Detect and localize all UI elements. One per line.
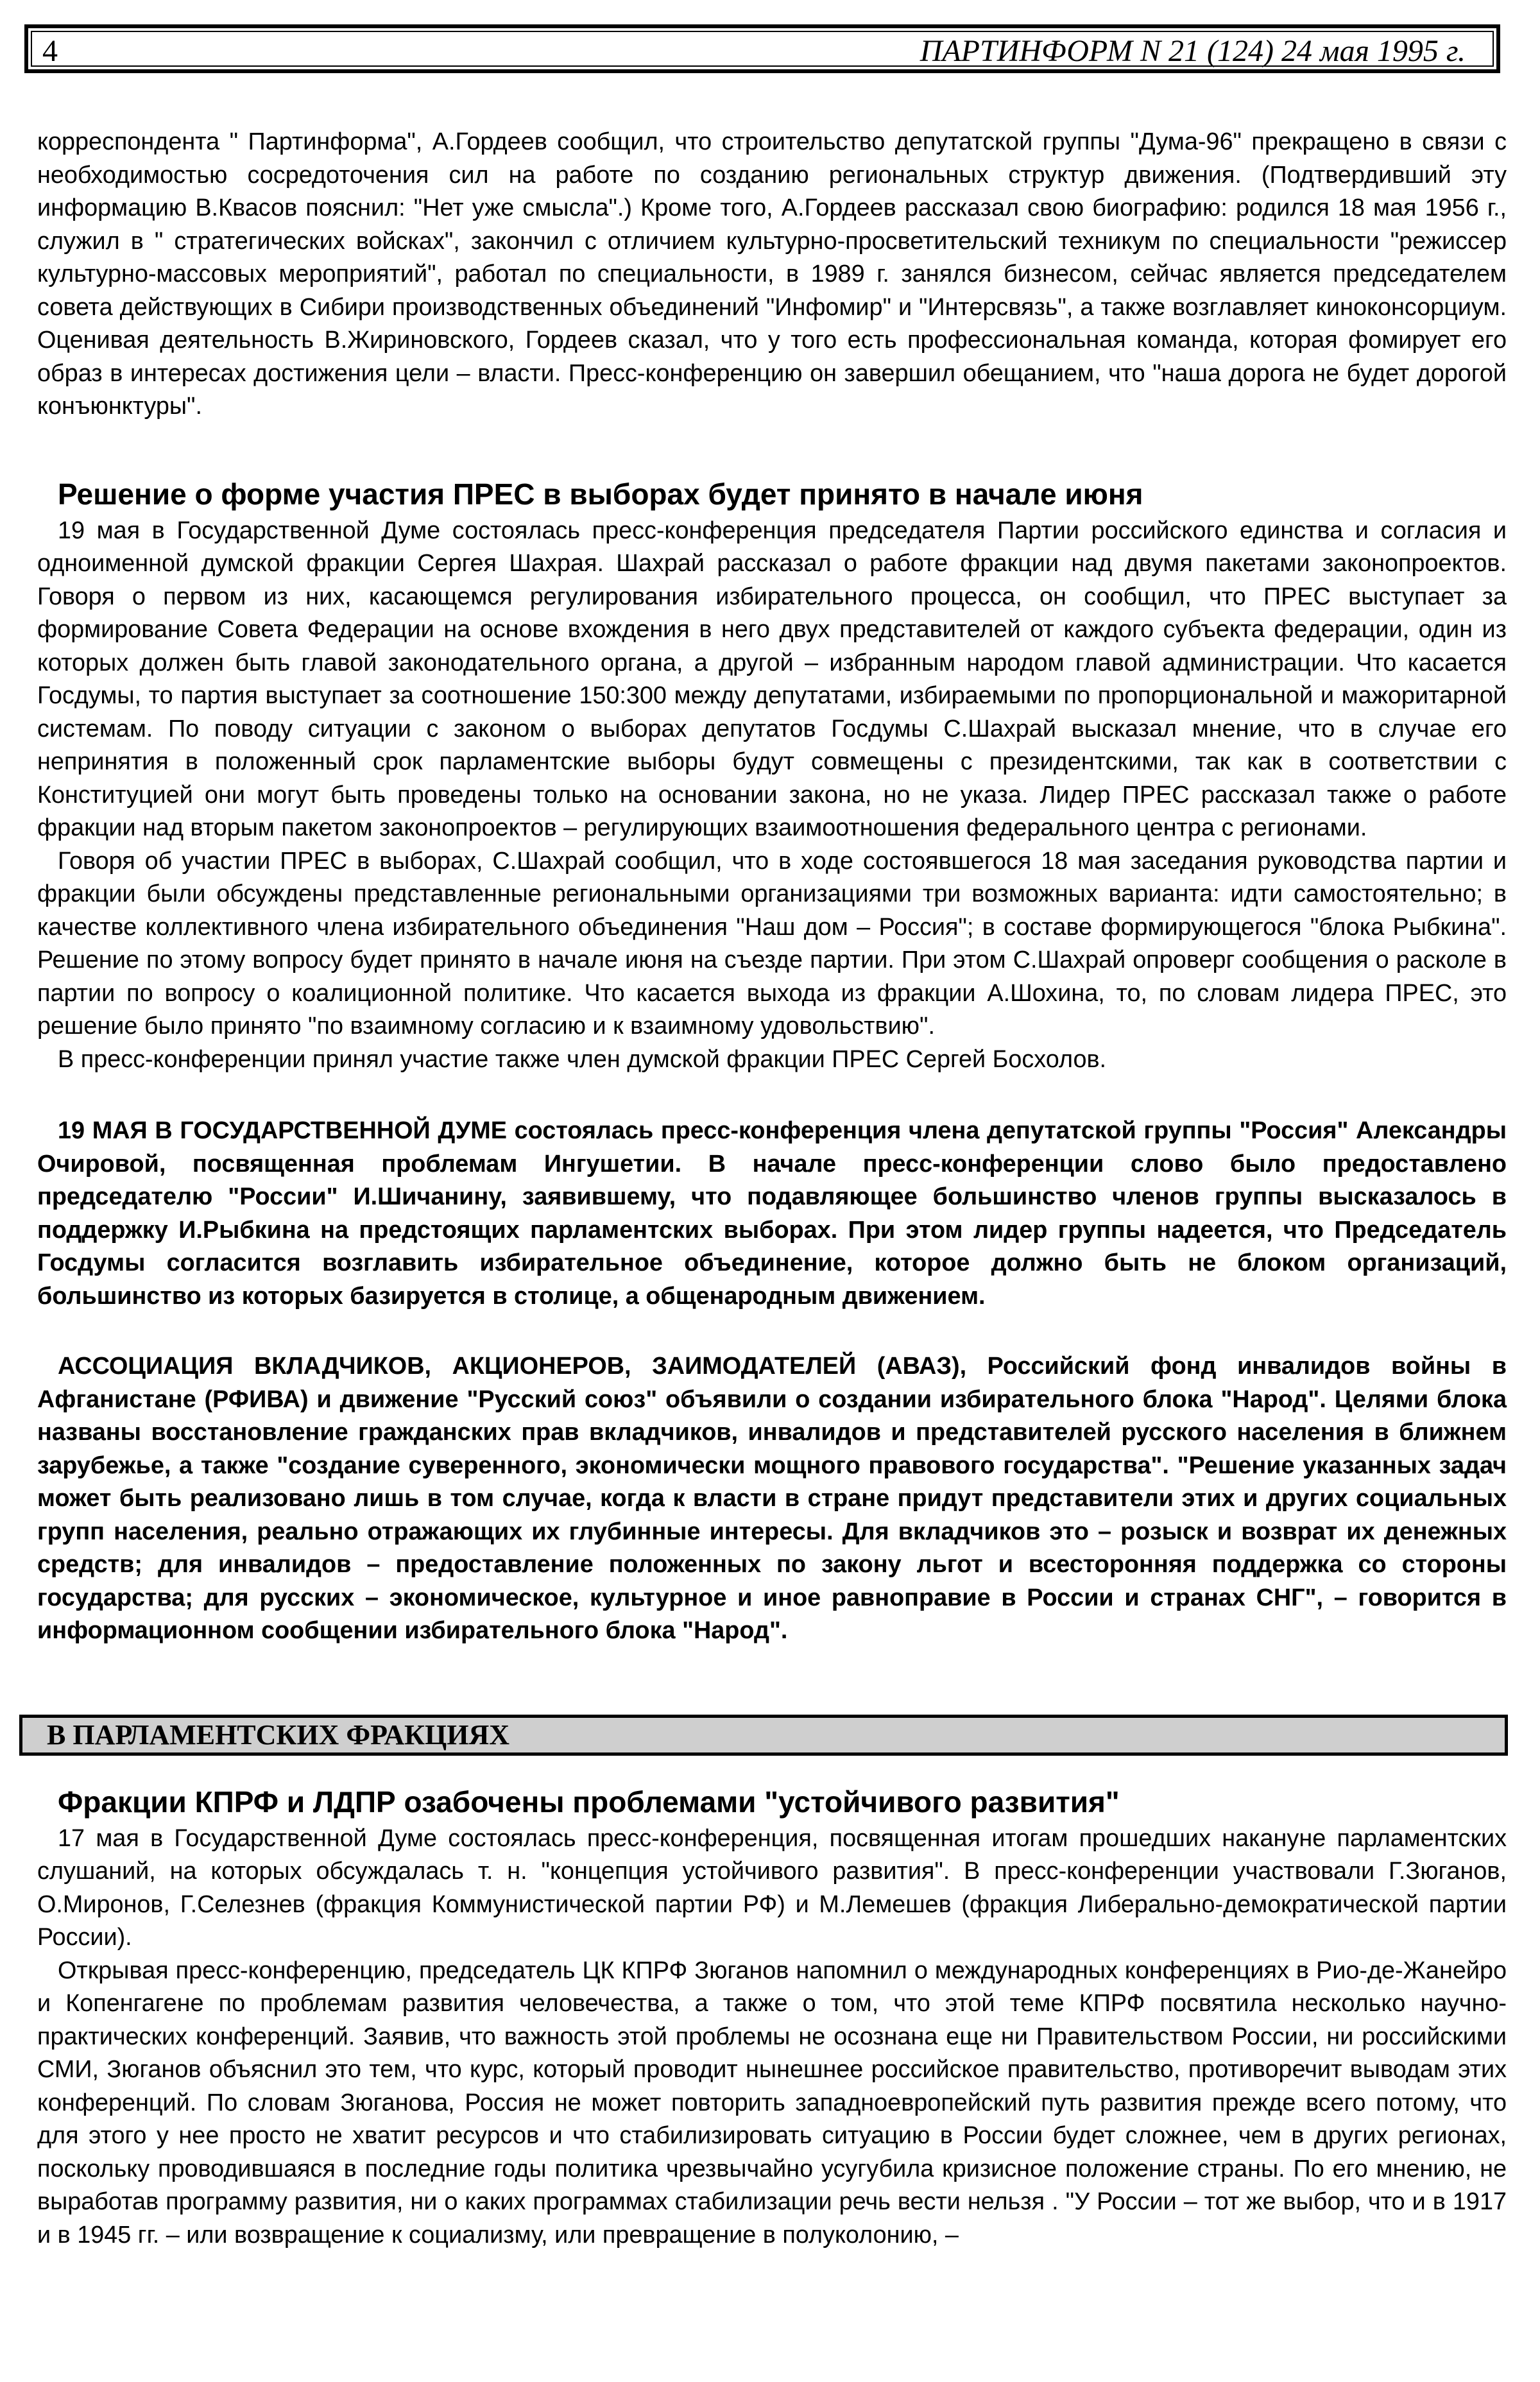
- brief-narod-bloc: АССОЦИАЦИЯ ВКЛАДЧИКОВ, АКЦИОНЕРОВ, ЗАИМОДАТЕЛЕЙ (АВАЗ), Российский фонд инвалидов войны в Афганистане (РФИВА) и движение "Русский союз" объявили о создании избирательного блока "Народ". Целями блока названы восстановление гражданских прав вкладчиков, инвалидов и представителей русского населения в ближнем зарубежье, а также "создание суверенного, экономически мощного правового государства". "Решение указанных задач может быть реализовано лишь в том случае, когда к власти в стране придут представители этих и других социальных групп населения, реально отражающих их глубинные интересы. Для вкладчиков это – розыск и возврат их денежных средств; для инвалидов – предоставление положенных по закону льгот и всесторонняя поддержка со стороны государства; для русских – экономическое, культурное и иное равноправие в России и странах СНГ", – говорится в информационном сообщении избирательного блока "Народ".: [37, 1353, 1507, 1644]
- page-content: [37, 126, 1507, 2252]
- section-header-bar: [19, 1715, 1508, 1756]
- page-number: 4: [42, 34, 58, 68]
- article-pres-paragraph-2: Говоря об участии ПРЕС в выборах, С.Шахрай сообщил, что в ходе состоявшегося 18 мая заседания руководства партии и фракции были обсуждены представленные региональными организациями три возможных варианта: идти самостоятельно; в качестве коллективного члена избирательного объединения "Наш дом – Россия"; в составе формирующегося "блока Рыбкина". Решение по этому вопросу будет принято в начале июня на съезде партии. При этом С.Шахрай опроверг сообщения о расколе в партии по вопросу о коалиционной политике. Что касается выхода из фракции А.Шохина, то, по словам лидера ПРЕС, это решение было принято "по взаимному согласию и к взаимному удовольствию".: [37, 847, 1507, 1040]
- section-title: В ПАРЛАМЕНТСКИХ ФРАКЦИЯХ: [47, 1718, 510, 1751]
- running-title: ПАРТИНФОРМ N 21 (124) 24 мая 1995 г.: [920, 34, 1466, 68]
- intro-paragraph: корреспондента " Партинформа", А.Гордеев сообщил, что строительство депутатской группы "Дума-96" прекращено в связи с необходимостью сосредоточения сил на работе по созданию региональных структур движения. (Подтвердивший эту информацию В.Квасов пояснил: "Нет уже смысла".) Кроме того, А.Гордеев рассказал свою биографию: родился 18 мая 1956 г., служил в " стратегических войсках", закончил с отличием культурно-просветительский техникум по специальности "режиссер культурно-массовых мероприятий", работал по специальности, в 1989 г. занялся бизнесом, сейчас является председателем совета действующих в Сибири производственных объединений "Инфомир" и "Интерсвязь", а также возглавляет киноконсорциум. Оценивая деятельность В.Жириновского, Гордеев сказал, что у того есть профессиональная команда, которая фомирует его образ в интересах достижения цели – власти. Пресс-конференцию он завершил обещанием, что "наша дорога не будет дорогой конъюнктуры".: [37, 128, 1507, 420]
- article-title-pres: Решение о форме участия ПРЕС в выборах будет принято в начале июня: [58, 477, 1143, 511]
- article-pres-paragraph-1: 19 мая в Государственной Думе состоялась пресс-конференция председателя Партии российского единства и согласия и одноименной думской фракции Сергея Шахрая. Шахрай рассказал о работе фракции над двумя пакетами законопроектов. Говоря о первом из них, касающемся регулирования избирательного процесса, он сообщил, что ПРЕС выступает за формирование Совета Федерации на основе вхождения в него двух представителей от каждого субъекта федерации, один из которых должен быть главой законодательного органа, а другой – избранным народом главой администрации. Что касается Госдумы, то партия выступает за соотношение 150:300 между депутатами, избираемыми по пропорциональной и мажоритарной системам. По поводу ситуации с законом о выборах депутатов Госдумы С.Шахрай высказал мнение, что в случае его непринятия в положенный срок парламентские выборы будут совмещены с президентскими, так как в соответствии с Конституцией они могут быть проведены только на основании закона, но не указа. Лидер ПРЕС рассказал также о работе фракции над вторым пакетом законопроектов – регулирующих взаимоотношения федерального центра с регионами.: [37, 517, 1507, 841]
- article-kprf-paragraph-1: 17 мая в Государственной Думе состоялась пресс-конференция, посвященная итогам прошедших накануне парламентских слушаний, на которых обсуждалась т. н. "концепция устойчивого развития". В пресс-конференции участвовали Г.Зюганов, О.Миронов, Г.Селезнев (фракция Коммунистической партии РФ) и М.Лемешев (фракция Либерально-демократической партии России).: [37, 1824, 1507, 1951]
- article-kprf-paragraph-2: Открывая пресс-конференцию, председатель ЦК КПРФ Зюганов напомнил о международных конференциях в Рио-де-Жанейро и Копенгагене по проблемам развития человечества, а также о том, что этой теме КПРФ посвятила несколько научно-практических конференций. Заявив, что важность этой проблемы не осознана еще ни Правительством России, ни российскими СМИ, Зюганов объяснил это тем, что курс, который проводит нынешнее российское правительство, противоречит выводам этих конференций. По словам Зюганова, Россия не может повторить западноевропейский путь развития прежде всего потому, что для этого у нее просто не хватит ресурсов и что стабилизировать ситуацию в России будет сложнее, чем в других регионах, поскольку проводившаяся в последние годы политика чрезвычайно усугубила кризисное положение страны. По его мнению, не выработав программу развития, ни о каких программах стабилизации речь вести нельзя . "У России – тот же выбор, что и в 1917 и в 1945 гг. – или возвращение к социализму, или превращение в полуколонию, –: [37, 1957, 1507, 2249]
- article-pres-paragraph-3: В пресс-конференции принял участие также член думской фракции ПРЕС Сергей Босхолов.: [58, 1045, 1107, 1073]
- brief-russia-group: 19 МАЯ В ГОСУДАРСТВЕННОЙ ДУМЕ состоялась пресс-конференция члена депутатской группы "Россия" Александры Очировой, посвященная проблемам Ингушетии. В начале пресс-конференции слово было предоставлено председателю "России" И.Шичанину, заявившему, что подавляющее большинство членов группы высказалось в поддержку И.Рыбкина на предстоящих парламентских выборах. При этом лидер группы надеется, что Председатель Госдумы согласится возглавить избирательное объединение, которое должно быть не блоком организаций, большинство из которых базируется в столице, а общенародным движением.: [37, 1117, 1507, 1310]
- article-title-kprf-ldpr: Фракции КПРФ и ЛДПР озабочены проблемами "устойчивого развития": [58, 1785, 1120, 1819]
- page-header: [24, 24, 1500, 73]
